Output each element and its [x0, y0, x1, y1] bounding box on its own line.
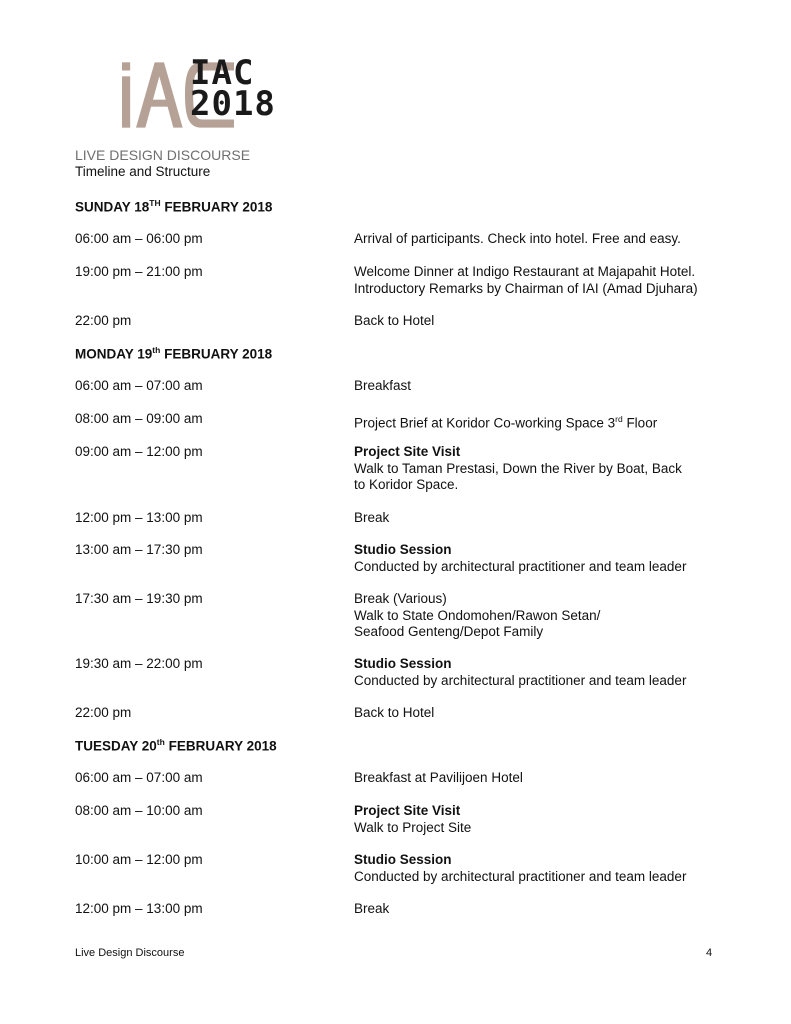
event-time: 06:00 am – 07:00 am — [75, 770, 203, 785]
event-time: 17:30 am – 19:30 pm — [75, 591, 203, 606]
event-desc: Welcome Dinner at Indigo Restaurant at Majapahit Hotel. Introductory Remarks by Chairman of IAI (Amad Djuhara) — [354, 264, 698, 296]
event-time: 06:00 am – 07:00 am — [75, 378, 203, 393]
event-desc: Studio Session Conducted by architectural practitioner and team leader — [354, 656, 687, 688]
footer-label: Live Design Discourse — [75, 947, 185, 959]
logo-line-2: 2018 — [190, 84, 276, 124]
day-heading-sunday: SUNDAY 18TH FEBRUARY 2018 — [75, 198, 273, 215]
day-heading-tuesday: TUESDAY 20th FEBRUARY 2018 — [75, 737, 277, 754]
event-desc: Breakfast — [354, 378, 412, 393]
event-desc: Studio Session Conducted by architectural practitioner and team leader — [354, 542, 687, 574]
event-desc: Arrival of participants. Check into hotel. Free and easy. — [354, 231, 681, 246]
document-title: LIVE DESIGN DISCOURSE — [75, 147, 251, 163]
event-desc: Studio Session Conducted by architectural practitioner and team leader — [354, 852, 687, 884]
logo-line-1: IAC — [190, 53, 255, 93]
day-heading-monday: MONDAY 19th FEBRUARY 2018 — [75, 345, 273, 362]
event-time: 08:00 am – 10:00 am — [75, 803, 203, 818]
event-time: 06:00 am – 06:00 pm — [75, 231, 203, 246]
event-time: 08:00 am – 09:00 am — [75, 411, 203, 426]
event-time: 22:00 pm — [75, 313, 132, 328]
event-desc: Break (Various) Walk to State Ondomohen/Rawon Setan/ Seafood Genteng/Depot Family — [354, 591, 601, 639]
event-desc: Back to Hotel — [354, 705, 435, 720]
event-desc: Breakfast at Pavilijoen Hotel — [354, 770, 523, 785]
event-time: 19:30 am – 22:00 pm — [75, 656, 203, 671]
event-desc: Break — [354, 510, 390, 525]
event-time: 12:00 pm – 13:00 pm — [75, 510, 203, 525]
event-desc: Break — [354, 901, 390, 916]
event-desc: Project Site Visit Walk to Project Site — [354, 803, 472, 835]
event-desc: Project Site Visit Walk to Taman Prestasi, Down the River by Boat, Back to Koridor Space. — [354, 444, 682, 492]
event-desc: Project Brief at Koridor Co-working Space 3rd Floor — [354, 414, 658, 431]
page-number: 4 — [706, 947, 713, 959]
event-time: 10:00 am – 12:00 pm — [75, 852, 203, 867]
event-desc: Back to Hotel — [354, 313, 435, 328]
event-time: 19:00 pm – 21:00 pm — [75, 264, 203, 279]
event-time: 13:00 am – 17:30 pm — [75, 542, 203, 557]
event-time: 09:00 am – 12:00 pm — [75, 444, 203, 459]
iac-logo-text — [190, 53, 276, 124]
event-time: 12:00 pm – 13:00 pm — [75, 901, 203, 916]
document-subtitle: Timeline and Structure — [75, 164, 211, 179]
event-time: 22:00 pm — [75, 705, 132, 720]
